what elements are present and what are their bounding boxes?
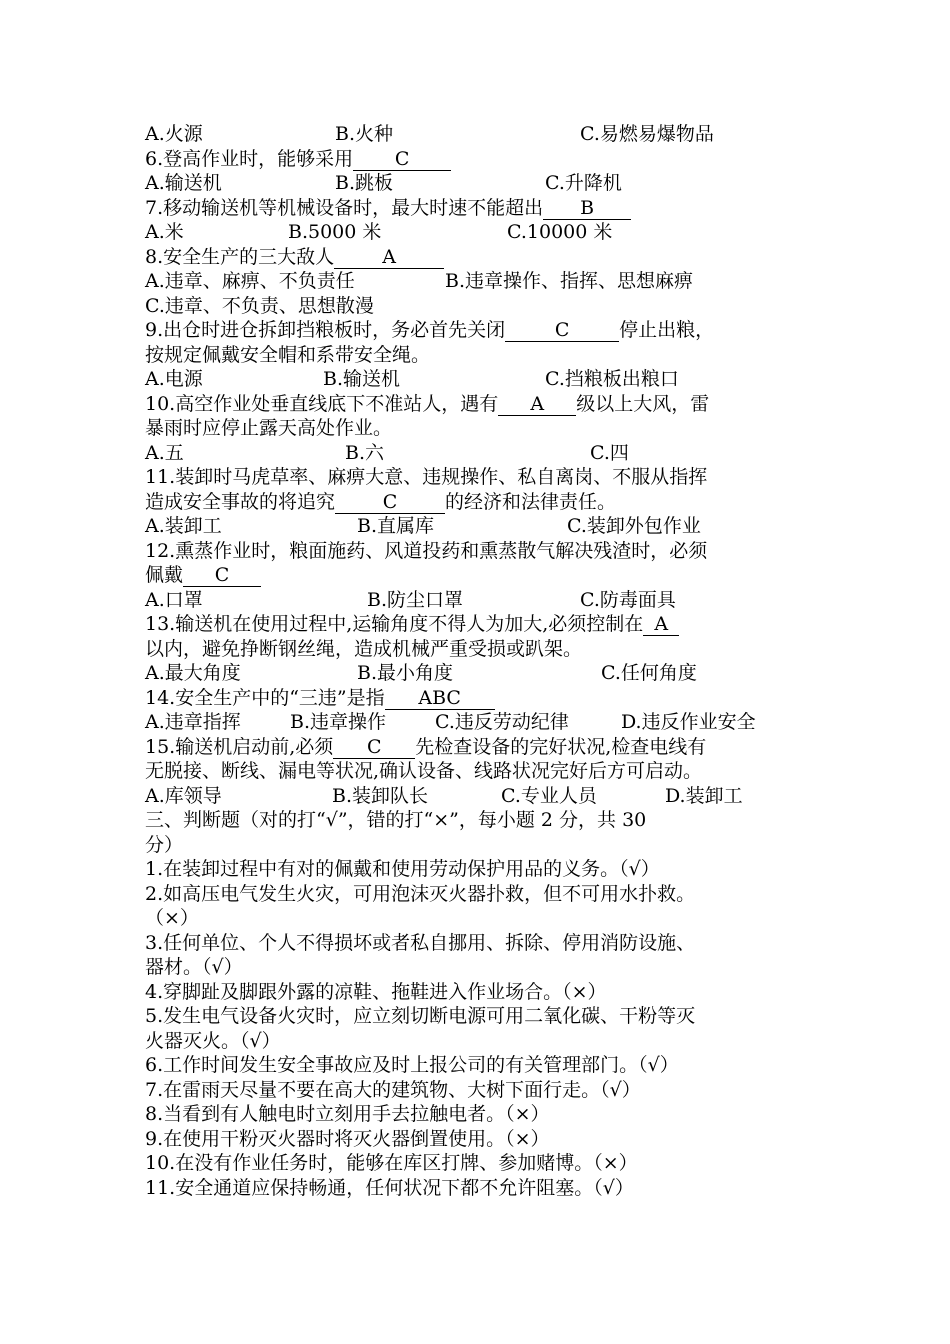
answer-option: B.六 <box>345 441 385 464</box>
question-line <box>145 392 810 417</box>
question-text: 8.安全生产的三大敌人 <box>145 245 335 268</box>
question-line <box>145 612 810 637</box>
options-line <box>145 220 810 245</box>
answer-blank: A <box>498 394 576 416</box>
text-line: 7.在雷雨天尽量不要在高大的建筑物、大树下面行走。（√） <box>145 1078 641 1101</box>
question-text: 10.高空作业处垂直线底下不准站人，遇有 <box>145 392 499 415</box>
question-line <box>145 196 810 221</box>
options-line <box>145 171 810 196</box>
question-text: 14.安全生产中的“三违”是指 <box>145 686 385 709</box>
text-line: 2.如高压电气发生火灾，可用泡沫灭火器扑救，但不可用水扑救。 <box>145 882 696 905</box>
text-line: 分） <box>145 833 184 856</box>
answer-blank: B <box>543 198 631 220</box>
answer-option: A.库领导 <box>145 784 222 807</box>
answer-blank: C <box>333 737 415 759</box>
answer-option: C.装卸外包作业 <box>567 515 701 537</box>
answer-option: B.最小角度 <box>357 662 454 684</box>
answer-option: C.四 <box>590 441 629 464</box>
question-text: 佩戴 <box>145 564 184 586</box>
question-text-after-blank: 级以上大风，雷 <box>576 392 710 415</box>
question-text: 9.出仓时进仓拆卸挡粮板时，务必首先关闭 <box>145 319 506 341</box>
answer-option: D.违反作业安全 <box>621 711 756 733</box>
text-line: 12.熏蒸作业时，粮面施药、风道投药和熏蒸散气解决残渣时，必须 <box>145 539 708 562</box>
question-text-after-blank: 停止出粮， <box>619 319 715 341</box>
text-line: （×） <box>145 907 199 929</box>
question-line <box>145 147 810 172</box>
options-line <box>145 367 810 392</box>
options-line <box>145 294 810 319</box>
question-text-after-blank: 先检查设备的完好状况,检查电线有 <box>415 735 707 758</box>
question-line <box>145 318 810 343</box>
answer-option: C.违章、不负责、思想散漫 <box>145 294 374 317</box>
answer-option: B.输送机 <box>323 368 401 390</box>
question-line <box>145 490 810 515</box>
answer-blank: A <box>334 247 444 269</box>
answer-option: A.五 <box>145 441 184 464</box>
answer-option: A.电源 <box>145 368 203 390</box>
text-line: 8.当看到有人触电时立刻用手去拉触电者。（×） <box>145 1103 550 1125</box>
question-text: 造成安全事故的将追究 <box>145 490 336 513</box>
answer-option: A.违章指挥 <box>145 711 241 733</box>
answer-option: C.违反劳动纪律 <box>435 711 569 733</box>
options-line <box>145 441 810 466</box>
answer-option: B.违章操作 <box>290 711 387 733</box>
answer-option: B.5000 米 <box>288 221 382 243</box>
question-text-after-blank: 的经济和法律责任。 <box>445 490 617 513</box>
answer-option: A.火源 <box>145 123 203 145</box>
text-line: 5.发生电气设备火灾时，应立刻切断电源可用二氧化碳、干粉等灭 <box>145 1005 696 1027</box>
question-line <box>145 686 810 711</box>
options-line <box>145 588 810 613</box>
answer-option: C.挡粮板出粮口 <box>545 368 679 390</box>
text-line: 火器灭火。（√） <box>145 1029 281 1052</box>
answer-blank: C <box>505 320 619 342</box>
answer-option: B.跳板 <box>335 172 394 194</box>
options-line <box>145 269 810 294</box>
text-line: 4.穿脚趾及脚跟外露的凉鞋、拖鞋进入作业场合。（×） <box>145 980 607 1003</box>
text-line: 6.工作时间发生安全事故应及时上报公司的有关管理部门。（√） <box>145 1054 679 1076</box>
answer-option: C.防毒面具 <box>580 588 676 611</box>
question-text: 7.移动输送机等机械设备时，最大时速不能超出 <box>145 196 544 219</box>
answer-blank: ABC <box>385 688 495 710</box>
answer-option: D.装卸工 <box>665 784 743 807</box>
options-line <box>145 710 810 735</box>
text-line: 11.安全通道应保持畅通，任何状况下都不允许阻塞。（√） <box>145 1176 634 1199</box>
text-line: 9.在使用干粉灭火器时将灭火器倒置使用。（×） <box>145 1127 550 1150</box>
options-line <box>145 514 810 539</box>
options-line <box>145 122 810 147</box>
answer-option: A.输送机 <box>145 172 222 194</box>
answer-blank: A <box>643 614 679 636</box>
question-line <box>145 245 810 270</box>
text-line: 以内，避免挣断钢丝绳，造成机械严重受损或趴架。 <box>145 637 583 660</box>
text-line: 1.在装卸过程中有对的佩戴和使用劳动保护用品的义务。（√） <box>145 858 660 880</box>
text-line: 暴雨时应停止露天高处作业。 <box>145 417 393 439</box>
answer-option: B.装卸队长 <box>332 784 429 807</box>
answer-option: B.违章操作、指挥、思想麻痹 <box>445 270 694 292</box>
answer-blank: C <box>353 149 451 171</box>
answer-option: A.米 <box>145 221 184 243</box>
text-line: 三、判断题（对的打“√”，错的打“×”，每小题 2 分，共 30 <box>145 809 647 831</box>
answer-option: C.10000 米 <box>507 221 613 243</box>
answer-option: B.防尘口罩 <box>367 588 464 611</box>
answer-option: A.违章、麻痹、不负责任 <box>145 270 355 292</box>
answer-option: B.直属库 <box>357 515 435 537</box>
answer-option: A.最大角度 <box>145 662 241 684</box>
answer-option: C.专业人员 <box>501 784 597 807</box>
answer-option: C.升降机 <box>545 172 622 194</box>
question-line <box>145 563 810 588</box>
answer-blank: C <box>335 492 445 514</box>
options-line <box>145 661 810 686</box>
question-line <box>145 735 810 760</box>
answer-blank: C <box>183 565 261 587</box>
text-line: 无脱接、断线、漏电等状况,确认设备、线路状况完好后方可启动。 <box>145 760 703 782</box>
text-line: 10.在没有作业任务时，能够在库区打牌、参加赌博。（×） <box>145 1152 638 1174</box>
options-line <box>145 784 810 809</box>
question-text: 15.输送机启动前,必须 <box>145 735 334 758</box>
text-line: 按规定佩戴安全帽和系带安全绳。 <box>145 343 431 366</box>
text-line: 11.装卸时马虎草率、麻痹大意、违规操作、私自离岗、不服从指挥 <box>145 466 708 488</box>
text-line: 3.任何单位、个人不得损坏或者私自挪用、拆除、停用消防设施、 <box>145 931 696 954</box>
question-text: 6.登高作业时，能够采用 <box>145 147 354 170</box>
answer-option: A.装卸工 <box>145 515 222 537</box>
answer-option: C.任何角度 <box>601 662 697 684</box>
answer-option: B.火种 <box>335 123 394 145</box>
answer-option: C.易燃易爆物品 <box>580 123 714 145</box>
text-line: 器材。（√） <box>145 956 243 978</box>
document-page <box>145 122 810 1200</box>
question-text: 13.输送机在使用过程中,运输角度不得人为加大,必须控制在 <box>145 613 644 635</box>
answer-option: A.口罩 <box>145 588 203 611</box>
